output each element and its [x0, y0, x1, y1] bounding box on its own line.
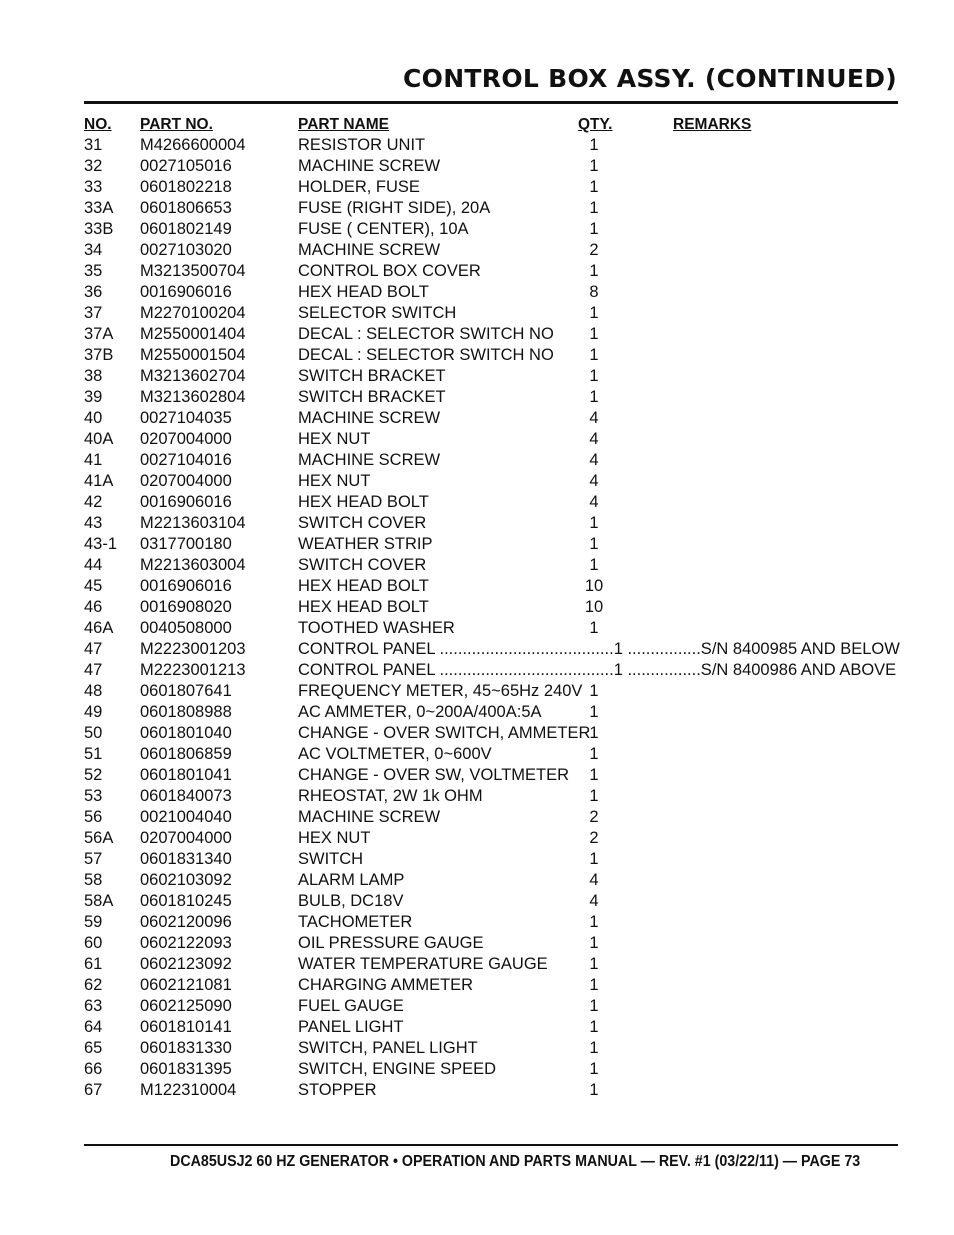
part-name: MACHINE SCREW	[298, 409, 441, 427]
part-name: SWITCH COVER	[298, 514, 427, 532]
table-row	[84, 723, 884, 744]
table-row	[84, 765, 884, 786]
item-no: 46A	[84, 619, 114, 637]
part-name: SWITCH	[298, 850, 364, 868]
part-name: TACHOMETER	[298, 913, 413, 931]
quantity: 4	[589, 493, 599, 511]
item-no: 45	[84, 577, 103, 595]
table-row	[84, 555, 884, 576]
table-row	[84, 828, 884, 849]
part-number: 0207004000	[140, 829, 232, 847]
quantity: 4	[589, 892, 599, 910]
quantity: 1	[589, 136, 599, 154]
quantity: 2	[589, 808, 599, 826]
part-number: 0601831330	[140, 1039, 232, 1057]
item-no: 65	[84, 1039, 103, 1057]
part-name: RESISTOR UNIT	[298, 136, 426, 154]
table-row	[84, 975, 884, 996]
parts-table	[84, 114, 900, 1101]
table-row	[84, 660, 897, 681]
part-name: DECAL : SELECTOR SWITCH NO	[298, 346, 554, 364]
part-number: M2270100204	[140, 304, 246, 322]
part-number: M2223001213	[140, 661, 246, 679]
part-number: M3213500704	[140, 262, 246, 280]
part-number: 0601831395	[140, 1060, 232, 1078]
table-row	[84, 681, 884, 702]
table-row	[84, 954, 884, 975]
quantity: 1	[589, 1039, 599, 1057]
item-no: 56	[84, 808, 103, 826]
part-name-qty-remarks: CONTROL PANEL ......................................1 ................S/N 8400986 AND ABOVE	[298, 661, 897, 679]
quantity: 10	[584, 598, 604, 616]
table-row	[84, 471, 884, 492]
table-row	[84, 870, 884, 891]
quantity: 1	[589, 535, 599, 553]
quantity: 1	[589, 514, 599, 532]
quantity: 1	[589, 1081, 599, 1099]
quantity: 1	[589, 850, 599, 868]
part-name: SWITCH, PANEL LIGHT	[298, 1039, 478, 1057]
part-name: AC VOLTMETER, 0~600V	[298, 745, 492, 763]
quantity: 1	[589, 304, 599, 322]
part-number: M2550001404	[140, 325, 246, 343]
item-no: 34	[84, 241, 103, 259]
table-row	[84, 345, 884, 366]
part-number: 0601808988	[140, 703, 232, 721]
item-no: 33B	[84, 220, 114, 238]
item-no: 49	[84, 703, 103, 721]
table-row	[84, 933, 884, 954]
part-name: HEX NUT	[298, 472, 371, 490]
table-row	[84, 135, 884, 156]
part-number: 0602120096	[140, 913, 232, 931]
part-name: BULB, DC18V	[298, 892, 404, 910]
page-title: CONTROL BOX ASSY. (CONTINUED)	[403, 64, 897, 93]
table-row	[84, 324, 884, 345]
part-name: WEATHER STRIP	[298, 535, 433, 553]
part-number: M2213603004	[140, 556, 246, 574]
item-no: 33	[84, 178, 103, 196]
item-no: 47	[84, 661, 103, 679]
quantity: 1	[589, 703, 599, 721]
table-row	[84, 744, 884, 765]
quantity: 2	[589, 829, 599, 847]
table-row	[84, 156, 884, 177]
table-row	[84, 408, 884, 429]
item-no: 46	[84, 598, 103, 616]
item-no: 35	[84, 262, 103, 280]
item-no: 58A	[84, 892, 114, 910]
part-number: M3213602704	[140, 367, 246, 385]
part-number: 0317700180	[140, 535, 232, 553]
quantity: 1	[589, 955, 599, 973]
part-number: M2550001504	[140, 346, 246, 364]
part-number: M3213602804	[140, 388, 246, 406]
part-name: DECAL : SELECTOR SWITCH NO	[298, 325, 554, 343]
part-number: 0601802218	[140, 178, 232, 196]
footer-rule	[84, 1144, 898, 1146]
quantity: 1	[589, 766, 599, 784]
table-row	[84, 240, 884, 261]
item-no: 38	[84, 367, 103, 385]
part-number: 0601807641	[140, 682, 232, 700]
part-name: HEX NUT	[298, 829, 371, 847]
item-no: 37	[84, 304, 103, 322]
item-no: 61	[84, 955, 103, 973]
item-no: 36	[84, 283, 103, 301]
part-number: 0601810141	[140, 1018, 232, 1036]
quantity: 1	[589, 220, 599, 238]
table-row	[84, 807, 884, 828]
table-row	[84, 891, 884, 912]
table-row	[84, 618, 884, 639]
quantity: 1	[589, 556, 599, 574]
item-no: 43-1	[84, 535, 118, 553]
part-number: 0016906016	[140, 577, 232, 595]
part-name: OIL PRESSURE GAUGE	[298, 934, 484, 952]
item-no: 63	[84, 997, 103, 1015]
table-row	[84, 786, 884, 807]
item-no: 37B	[84, 346, 114, 364]
part-number: 0602121081	[140, 976, 232, 994]
quantity: 1	[589, 1060, 599, 1078]
quantity: 1	[589, 745, 599, 763]
item-no: 59	[84, 913, 103, 931]
table-row	[84, 1059, 884, 1080]
table-row	[84, 492, 884, 513]
part-number: M4266600004	[140, 136, 246, 154]
part-number: 0027103020	[140, 241, 232, 259]
header-part-name: PART NAME	[298, 116, 389, 133]
part-number: 0040508000	[140, 619, 232, 637]
header-no: NO.	[84, 116, 112, 133]
quantity: 4	[589, 871, 599, 889]
part-name: MACHINE SCREW	[298, 157, 441, 175]
item-no: 48	[84, 682, 103, 700]
part-name: MACHINE SCREW	[298, 241, 441, 259]
item-no: 58	[84, 871, 103, 889]
table-body	[84, 135, 900, 1101]
part-name: PANEL LIGHT	[298, 1018, 404, 1036]
part-name-qty-remarks: CONTROL PANEL ......................................1 ................S/N 8400985 AND BELOW	[298, 640, 900, 658]
header-qty: QTY.	[578, 116, 613, 133]
header-remarks: REMARKS	[673, 116, 752, 133]
table-row	[84, 996, 884, 1017]
part-number: M122310004	[140, 1081, 237, 1099]
item-no: 67	[84, 1081, 103, 1099]
quantity: 1	[589, 787, 599, 805]
part-number: 0027104035	[140, 409, 232, 427]
table-row	[84, 198, 884, 219]
part-number: 0027105016	[140, 157, 232, 175]
part-name: WATER TEMPERATURE GAUGE	[298, 955, 548, 973]
part-name: RHEOSTAT, 2W 1k OHM	[298, 787, 483, 805]
item-no: 31	[84, 136, 103, 154]
part-name: HEX HEAD BOLT	[298, 283, 429, 301]
item-no: 41A	[84, 472, 114, 490]
item-no: 51	[84, 745, 103, 763]
page-footer: DCA85USJ2 60 HZ GENERATOR • OPERATION AND PARTS MANUAL — REV. #1 (03/22/11) — PAGE 73	[169, 1153, 860, 1170]
part-name: FUSE (RIGHT SIDE), 20A	[298, 199, 491, 217]
part-name: CHANGE - OVER SWITCH, AMMETER	[298, 724, 591, 742]
quantity: 1	[589, 199, 599, 217]
table-row	[84, 303, 884, 324]
part-number: 0601801041	[140, 766, 232, 784]
part-name: SWITCH COVER	[298, 556, 427, 574]
part-name: SWITCH, ENGINE SPEED	[298, 1060, 497, 1078]
part-number: M2223001203	[140, 640, 246, 658]
table-row	[84, 450, 884, 471]
table-row	[84, 261, 884, 282]
part-number: 0207004000	[140, 430, 232, 448]
table-row	[84, 912, 884, 933]
item-no: 57	[84, 850, 103, 868]
part-number: M2213603104	[140, 514, 246, 532]
part-name: CHARGING AMMETER	[298, 976, 474, 994]
table-row	[84, 177, 884, 198]
part-number: 0016908020	[140, 598, 232, 616]
part-name: FUSE ( CENTER), 10A	[298, 220, 469, 238]
item-no: 37A	[84, 325, 114, 343]
table-row	[84, 282, 884, 303]
table-row	[84, 576, 884, 597]
part-name: MACHINE SCREW	[298, 451, 441, 469]
title-rule	[84, 101, 898, 104]
table-row	[84, 639, 900, 660]
part-name: SWITCH BRACKET	[298, 388, 446, 406]
item-no: 33A	[84, 199, 114, 217]
quantity: 1	[589, 1018, 599, 1036]
item-no: 66	[84, 1060, 103, 1078]
part-name: HEX HEAD BOLT	[298, 577, 429, 595]
item-no: 44	[84, 556, 103, 574]
part-number: 0207004000	[140, 472, 232, 490]
part-name: HOLDER, FUSE	[298, 178, 420, 196]
quantity: 1	[589, 997, 599, 1015]
table-row	[84, 1017, 884, 1038]
part-number: 0021004040	[140, 808, 232, 826]
quantity: 1	[589, 346, 599, 364]
part-name: SWITCH BRACKET	[298, 367, 446, 385]
quantity: 1	[589, 619, 599, 637]
quantity: 1	[589, 976, 599, 994]
part-number: 0601810245	[140, 892, 232, 910]
item-no: 50	[84, 724, 103, 742]
item-no: 60	[84, 934, 103, 952]
quantity: 1	[589, 325, 599, 343]
quantity: 1	[589, 682, 599, 700]
quantity: 1	[589, 157, 599, 175]
item-no: 40A	[84, 430, 114, 448]
quantity: 1	[589, 388, 599, 406]
part-number: 0602103092	[140, 871, 232, 889]
table-row	[84, 366, 884, 387]
item-no: 53	[84, 787, 103, 805]
table-row	[84, 429, 884, 450]
quantity: 10	[584, 577, 604, 595]
quantity: 2	[589, 241, 599, 259]
part-number: 0016906016	[140, 283, 232, 301]
table-header	[84, 114, 884, 135]
table-row	[84, 387, 884, 408]
item-no: 39	[84, 388, 103, 406]
table-row	[84, 597, 884, 618]
part-name: ALARM LAMP	[298, 871, 405, 889]
header-part-no: PART NO.	[140, 116, 213, 133]
item-no: 40	[84, 409, 103, 427]
quantity: 1	[589, 262, 599, 280]
table-row	[84, 1038, 884, 1059]
part-number: 0601840073	[140, 787, 232, 805]
part-name: FREQUENCY METER, 45~65Hz 240V	[298, 682, 583, 700]
table-row	[84, 534, 884, 555]
part-number: 0602122093	[140, 934, 232, 952]
part-name: HEX HEAD BOLT	[298, 598, 429, 616]
item-no: 41	[84, 451, 103, 469]
part-name: TOOTHED WASHER	[298, 619, 455, 637]
part-number: 0601802149	[140, 220, 232, 238]
part-name: HEX HEAD BOLT	[298, 493, 429, 511]
part-name: HEX NUT	[298, 430, 371, 448]
quantity: 4	[589, 451, 599, 469]
table-row	[84, 513, 884, 534]
part-number: 0601831340	[140, 850, 232, 868]
part-name: STOPPER	[298, 1081, 377, 1099]
part-number: 0027104016	[140, 451, 232, 469]
part-name: SELECTOR SWITCH	[298, 304, 457, 322]
part-name: CHANGE - OVER SW, VOLTMETER	[298, 766, 570, 784]
item-no: 56A	[84, 829, 114, 847]
item-no: 32	[84, 157, 103, 175]
table-row	[84, 702, 884, 723]
quantity: 1	[589, 178, 599, 196]
item-no: 47	[84, 640, 103, 658]
part-number: 0016906016	[140, 493, 232, 511]
quantity: 4	[589, 430, 599, 448]
item-no: 62	[84, 976, 103, 994]
part-name: AC AMMETER, 0~200A/400A:5A	[298, 703, 542, 721]
part-name: CONTROL BOX COVER	[298, 262, 481, 280]
item-no: 64	[84, 1018, 103, 1036]
table-row	[84, 849, 884, 870]
quantity: 1	[589, 724, 599, 742]
quantity: 4	[589, 409, 599, 427]
part-number: 0601801040	[140, 724, 232, 742]
item-no: 52	[84, 766, 103, 784]
part-number: 0602123092	[140, 955, 232, 973]
item-no: 42	[84, 493, 103, 511]
part-name: MACHINE SCREW	[298, 808, 441, 826]
part-name: FUEL GAUGE	[298, 997, 404, 1015]
table-row	[84, 1080, 884, 1101]
part-number: 0602125090	[140, 997, 232, 1015]
quantity: 1	[589, 934, 599, 952]
part-number: 0601806653	[140, 199, 232, 217]
item-no: 43	[84, 514, 103, 532]
quantity: 8	[589, 283, 599, 301]
quantity: 1	[589, 913, 599, 931]
table-row	[84, 219, 884, 240]
quantity: 4	[589, 472, 599, 490]
quantity: 1	[589, 367, 599, 385]
part-number: 0601806859	[140, 745, 232, 763]
